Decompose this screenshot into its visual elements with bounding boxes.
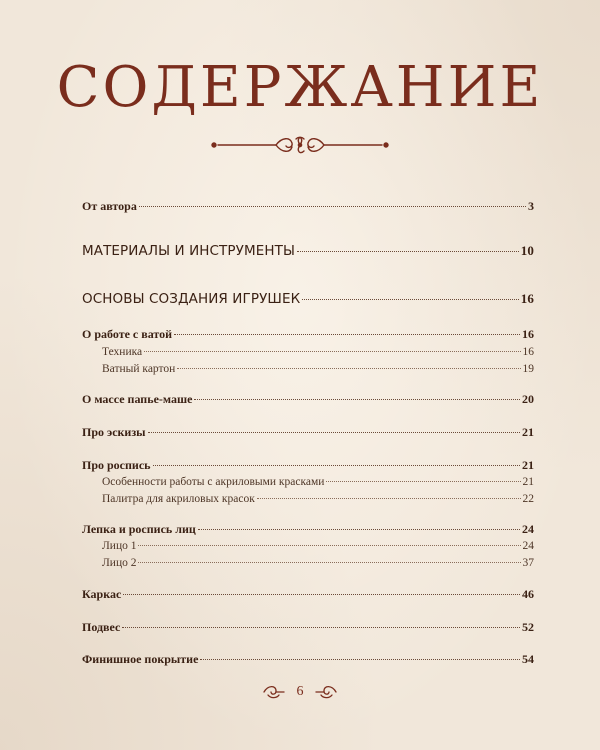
page-number: 6 <box>296 684 304 699</box>
toc-entry-cotton-work[interactable]: О работе с ватой 16 <box>82 327 534 341</box>
toc-entry-toy-basics[interactable]: ОСНОВЫ СОЗДАНИЯ ИГРУШЕК 16 <box>82 291 534 307</box>
dot-leader <box>148 432 520 433</box>
dot-leader <box>144 351 520 352</box>
dot-leader <box>326 481 520 482</box>
dot-leader <box>122 627 520 628</box>
toc-entry-painting[interactable]: Про роспись 21 <box>82 458 534 472</box>
toc-entry-papier-mache[interactable]: О массе папье-маше 20 <box>82 392 534 406</box>
toc-entry-technique[interactable]: Техника 16 <box>102 346 534 358</box>
ornament-flourish-icon <box>210 133 390 157</box>
dot-leader <box>177 368 520 369</box>
toc-entry-finish-coating[interactable]: Финишное покрытие 54 <box>82 652 534 666</box>
toc-entry-acrylic-features[interactable]: Особенности работы с акриловыми красками 21 <box>102 476 534 488</box>
dot-leader <box>302 299 519 300</box>
dot-leader <box>257 498 521 499</box>
toc-entry-sketches[interactable]: Про эскизы 21 <box>82 425 534 439</box>
footer-ornament-left-icon <box>262 683 286 701</box>
toc-entry-face-1[interactable]: Лицо 1 24 <box>102 540 534 552</box>
dot-leader <box>297 251 519 252</box>
toc-entry-acrylic-palette[interactable]: Палитра для акриловых красок 22 <box>102 493 534 505</box>
toc-entry-face-2[interactable]: Лицо 2 37 <box>102 557 534 569</box>
page-footer <box>0 683 600 703</box>
dot-leader <box>198 529 520 530</box>
dot-leader <box>194 399 520 400</box>
toc-entry-cotton-cardboard[interactable]: Ватный картон 19 <box>102 363 534 375</box>
dot-leader <box>200 659 520 660</box>
dot-leader <box>138 545 520 546</box>
footer-ornament-right-icon <box>314 683 338 701</box>
dot-leader <box>123 594 520 595</box>
toc-entry-frame[interactable]: Каркас 46 <box>82 587 534 601</box>
toc-entry-materials-tools[interactable]: МАТЕРИАЛЫ И ИНСТРУМЕНТЫ 10 <box>82 243 534 259</box>
dot-leader <box>153 465 520 466</box>
toc-entry-hanger[interactable]: Подвес 52 <box>82 620 534 634</box>
toc-entry-faces-modeling[interactable]: Лепка и роспись лиц 24 <box>82 522 534 536</box>
dot-leader <box>138 562 520 563</box>
page-title: СОДЕРЖАНИЕ <box>56 55 544 120</box>
dot-leader <box>174 334 520 335</box>
toc-entry-from-author[interactable]: От автора 3 <box>82 199 534 213</box>
dot-leader <box>139 206 526 207</box>
